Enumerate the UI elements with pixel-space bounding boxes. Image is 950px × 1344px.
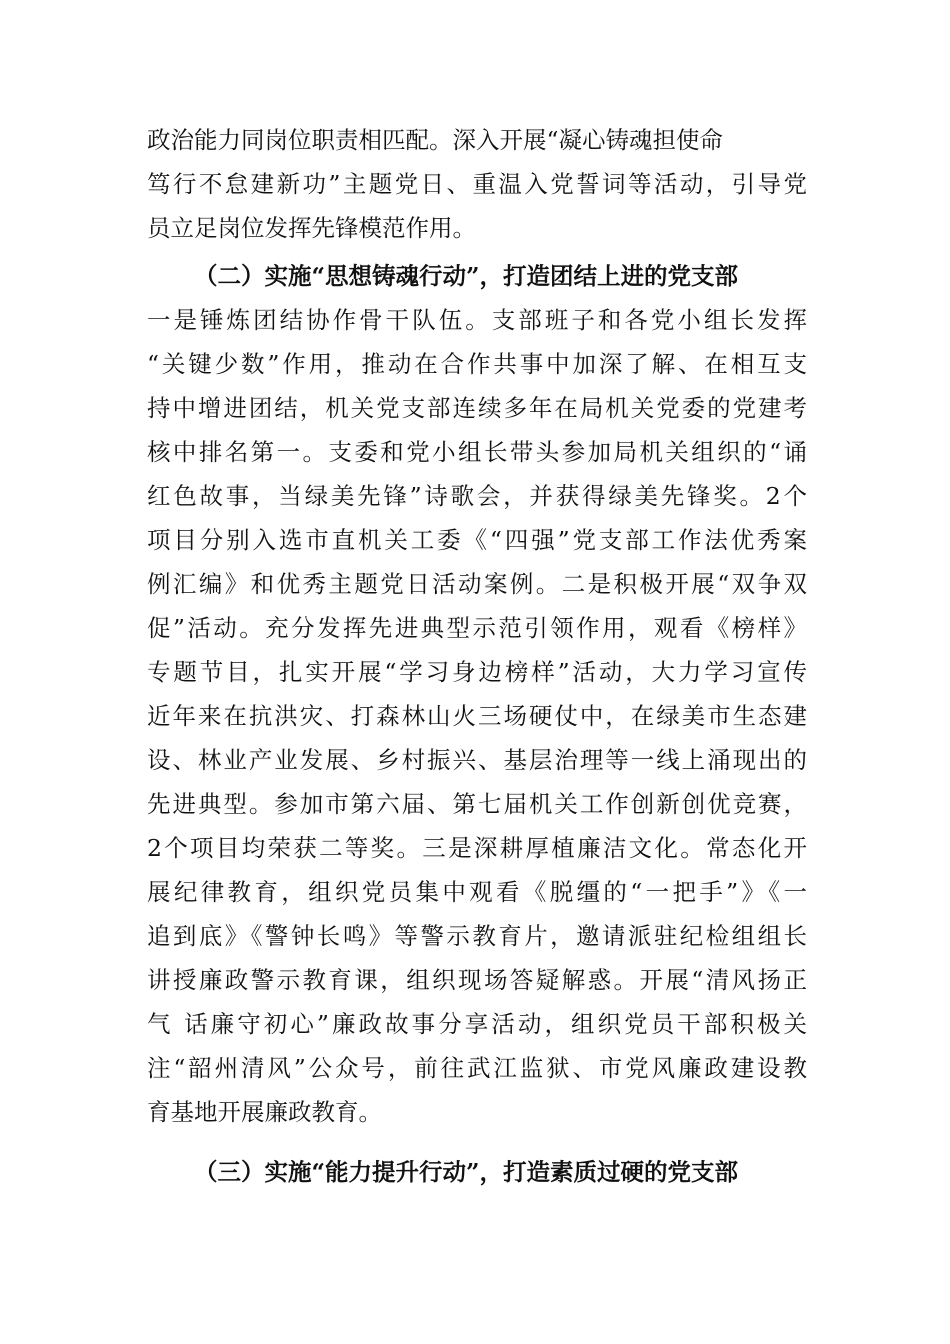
text-line: 笃行不怠建新功”主题党日、重温入党誓词等活动，引导党 (147, 170, 807, 198)
text-line: 近年来在抗洪灾、打森林山火三场硬仗中，在绿美市生态建 (147, 702, 807, 730)
text-line: 核中排名第一。支委和党小组长带头参加局机关组织的“诵 (147, 438, 807, 466)
text-line: 员立足岗位发挥先锋模范作用。 (147, 214, 476, 242)
section-heading: （三）实施“能力提升行动”，打造素质过硬的党支部 (194, 1158, 739, 1186)
text-line: 讲授廉政警示教育课，组织现场答疑解惑。开展“清风扬正 (147, 966, 807, 994)
text-line: “关键少数”作用，推动在合作共事中加深了解、在相互支 (147, 350, 807, 378)
text-line: 先进典型。参加市第六届、第七届机关工作创新创优竞赛， (147, 790, 807, 818)
text-line: 红色故事，当绿美先锋”诗歌会，并获得绿美先锋奖。2个 (147, 482, 807, 510)
text-line: 追到底》《警钟长鸣》等警示教育片，邀请派驻纪检组组长 (147, 922, 807, 950)
text-line: 项目分别入选市直机关工委《“四强”党支部工作法优秀案 (147, 526, 807, 554)
text-line: 例汇编》和优秀主题党日活动案例。二是积极开展“双争双 (147, 570, 807, 598)
text-line: 气 话廉守初心”廉政故事分享活动，组织党员干部积极关 (147, 1010, 807, 1038)
text-line: 专题节目，扎实开展“学习身边榜样”活动，大力学习宣传 (147, 658, 807, 686)
text-line: 政治能力同岗位职责相匹配。深入开展“凝心铸魂担使命 (147, 126, 724, 154)
section-heading: （二）实施“思想铸魂行动”，打造团结上进的党支部 (194, 262, 739, 290)
text-line: 注“韶州清风”公众号，前往武江监狱、市党风廉政建设教 (147, 1054, 807, 1082)
text-line: 设、林业产业发展、乡村振兴、基层治理等一线上涌现出的 (147, 746, 807, 774)
text-line: 一是锤炼团结协作骨干队伍。支部班子和各党小组长发挥 (147, 306, 807, 334)
text-line: 展纪律教育，组织党员集中观看《脱缰的“一把手”》《一 (147, 878, 807, 906)
text-line: 2个项目均荣获二等奖。三是深耕厚植廉洁文化。常态化开 (147, 834, 807, 862)
text-line: 促”活动。充分发挥先进典型示范引领作用，观看《榜样》 (147, 614, 807, 642)
text-line: 持中增进团结，机关党支部连续多年在局机关党委的党建考 (147, 394, 807, 422)
text-line: 育基地开展廉政教育。 (147, 1098, 382, 1126)
